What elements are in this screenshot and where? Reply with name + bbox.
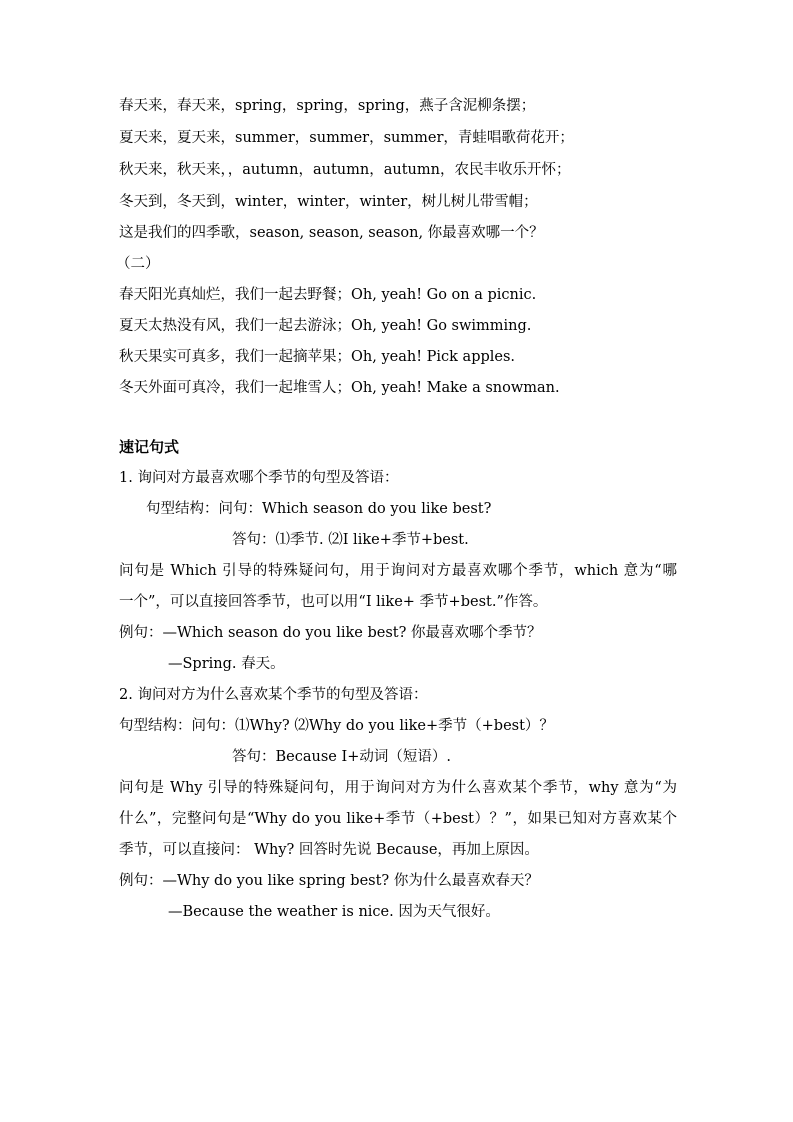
item1-structure-answer: 答句：⑴季节. ⑵I like+季节+best. <box>232 532 469 548</box>
item2-example-answer: —Because the weather is nice. 因为天气很好。 <box>168 904 500 920</box>
song-line-spring: 春天来，春天来，spring，spring，spring，燕子含泥柳条摆； <box>119 98 536 114</box>
item1-explanation-line2: 一个”，可以直接回答季节，也可以用“I like+ 季节+best.”作答。 <box>119 594 548 610</box>
item1-example-answer: —Spring. 春天。 <box>168 656 285 672</box>
item2-example-question: 例句：—Why do you like spring best? 你为什么最喜欢春天？ <box>119 873 539 889</box>
part2-line-winter: 冬天外面可真冷，我们一起堆雪人；Oh, yeah! Make a snowman. <box>119 380 560 396</box>
item1-explanation-line1: 问句是 Which 引导的特殊疑问句，用于询问对方最喜欢哪个季节，which 意为“哪 <box>119 563 677 579</box>
section-title: 速记句式 <box>119 438 180 456</box>
part2-line-summer: 夏天太热没有风，我们一起去游泳；Oh, yeah! Go swimming. <box>119 318 532 334</box>
song-line-seasons: 这是我们的四季歌，season, season, season, 你最喜欢哪一个？ <box>119 225 544 241</box>
item1-heading: 1. 询问对方最喜欢哪个季节的句型及答语： <box>119 470 399 486</box>
item2-explanation-line1: 问句是 Why 引导的特殊疑问句，用于询问对方为什么喜欢某个季节，why 意为“为 <box>119 780 677 796</box>
item2-explanation-line3: 季节，可以直接问： Why? 回答时先说 Because，再加上原因。 <box>119 842 539 858</box>
part2-line-autumn: 秋天果实可真多，我们一起摘苹果；Oh, yeah! Pick apples. <box>119 349 516 365</box>
part-two-label: （二） <box>116 256 160 272</box>
song-line-winter: 冬天到，冬天到，winter，winter，winter，树儿树儿带雪帽； <box>119 194 538 210</box>
part2-line-spring: 春天阳光真灿烂，我们一起去野餐；Oh, yeah! Go on a picnic. <box>119 287 537 303</box>
item2-heading: 2. 询问对方为什么喜欢某个季节的句型及答语： <box>119 687 428 703</box>
item1-example-question: 例句：—Which season do you like best? 你最喜欢哪个季节？ <box>119 625 542 641</box>
song-line-summer: 夏天来，夏天来，summer，summer，summer，青蛙唱歌荷花开； <box>119 130 574 146</box>
item2-explanation-line2: 什么”，完整问句是“Why do you like+季节（+best）？”，如果已知对方喜欢某个 <box>119 811 677 827</box>
item1-structure-question: 句型结构：问句：Which season do you like best? <box>146 501 492 517</box>
item2-structure-answer: 答句：Because I+动词（短语）. <box>232 749 451 765</box>
item2-structure-question: 句型结构：问句：⑴Why? ⑵Why do you like+季节（+best）？ <box>119 718 554 734</box>
song-line-autumn: 秋天来，秋天来，，autumn，autumn，autumn，农民丰收乐开怀； <box>119 162 571 178</box>
